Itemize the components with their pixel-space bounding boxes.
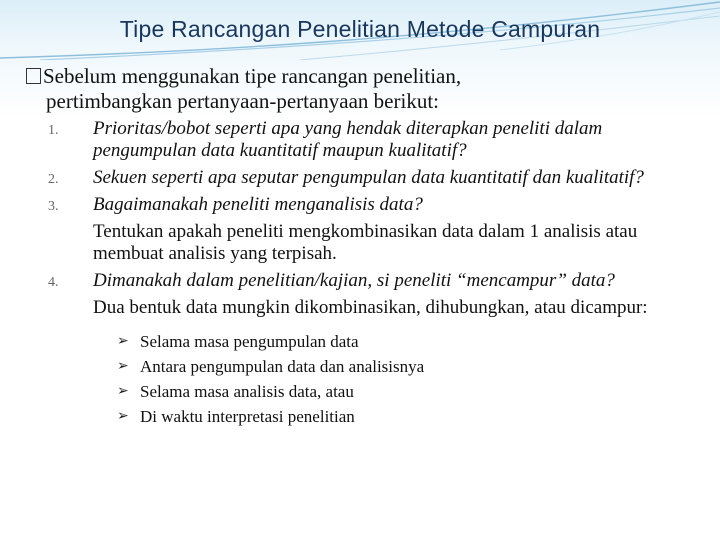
question-item-2 [48, 167, 708, 189]
intro-line-1: Sebelum menggunakan tipe rancangan penelitian, [43, 64, 462, 88]
sub-bullet-item: ➢ Antara pengumpulan data dan analisisnya [117, 354, 708, 379]
intro-paragraph [26, 64, 706, 114]
slide-title: Tipe Rancangan Penelitian Metode Campuran [119, 16, 601, 42]
question-text: Bagaimanakah peneliti menganalisis data? [93, 194, 423, 215]
question-list [48, 118, 708, 434]
item-number: 3. [48, 199, 59, 214]
question-text: Sekuen seperti apa seputar pengumpulan data kuantitatif dan kualitatif? [93, 167, 644, 188]
question-text: Dimanakah dalam penelitian/kajian, si peneliti “mencampur” data? [93, 270, 615, 291]
sub-bullet-item: ➢ Selama masa pengumpulan data [117, 329, 708, 354]
question-item-1 [48, 118, 708, 162]
arrow-bullet-icon: ➢ [117, 384, 129, 399]
arrow-bullet-icon: ➢ [117, 359, 129, 374]
arrow-bullet-icon: ➢ [117, 409, 129, 424]
item-number: 1. [48, 123, 59, 138]
sub-bullet-list [117, 329, 708, 429]
missing-glyph-bullet-icon [26, 68, 41, 84]
sub-bullet-item: ➢ Di waktu interpretasi penelitian [117, 404, 708, 429]
item-number: 2. [48, 172, 59, 187]
arrow-bullet-icon: ➢ [117, 334, 129, 349]
item-note: Tentukan apakah peneliti mengkombinasikan data dalam 1 analisis atau membuat analisis yang terpisah. [93, 221, 638, 264]
item-number: 4. [48, 275, 59, 290]
question-item-3 [48, 194, 708, 265]
sub-bullet-item: ➢ Selama masa analisis data, atau [117, 379, 708, 404]
intro-line-2: pertimbangkan pertanyaan-pertanyaan berikut: [46, 89, 439, 113]
question-text: Prioritas/bobot seperti apa yang hendak diterapkan peneliti dalam pengumpulan data kuantitatif maupun kualitatif? [93, 118, 603, 161]
question-item-4 [48, 270, 708, 429]
item-note: Dua bentuk data mungkin dikombinasikan, dihubungkan, atau dicampur: [93, 297, 648, 318]
